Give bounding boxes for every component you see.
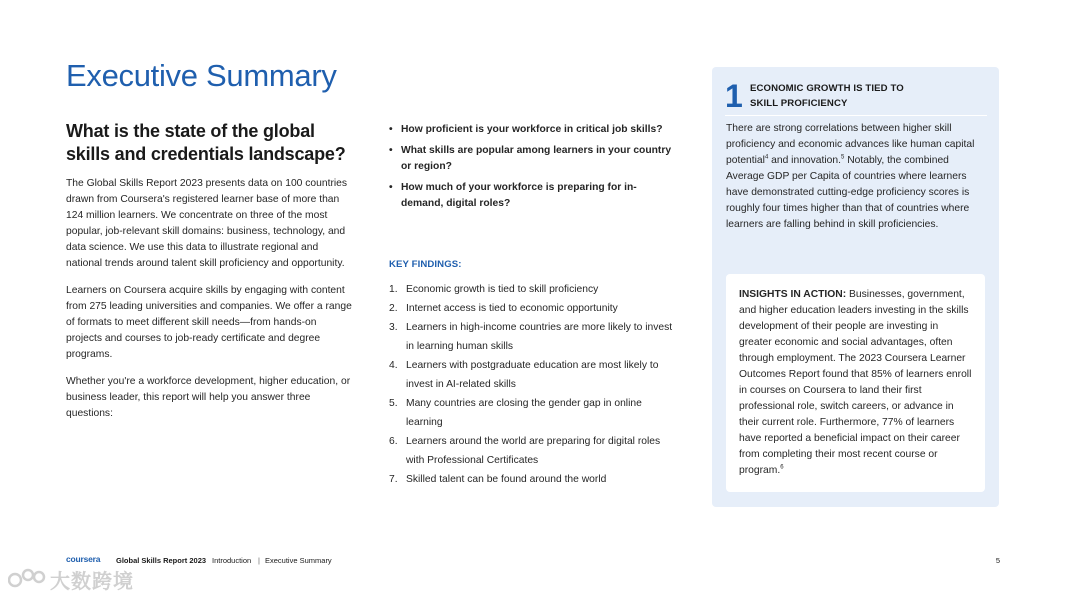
- panel-body-text-c: Notably, the combined Average GDP per Capita of countries where learners have demonstrated cutting-edge proficiency scores is roughly four times higher than that of countries where learners are falling behind in skill proficiencies.: [726, 155, 970, 230]
- finding-item: [389, 394, 679, 432]
- finding-item: [389, 432, 679, 470]
- page-footer: [66, 555, 1000, 567]
- page-number: 5: [995, 556, 1000, 565]
- finding-number: 6.: [389, 436, 398, 447]
- finding-text: Internet access is tied to economic opportunity: [406, 303, 618, 314]
- panel-title: [750, 81, 904, 111]
- panel-body-text-a: There are strong correlations between higher skill proficiency and economic advances like human capital potential: [726, 123, 975, 166]
- finding-number: 2.: [389, 303, 398, 314]
- key-findings-list: [389, 280, 679, 489]
- footer-breadcrumb-section: Introduction: [212, 556, 252, 565]
- panel-header: [725, 78, 987, 114]
- page-title: Executive Summary: [66, 58, 337, 93]
- finding-number: 1.: [389, 284, 398, 295]
- questions-findings-column: [389, 122, 679, 489]
- finding-item: [389, 470, 679, 489]
- question-item: • What skills are popular among learners in your country or region?: [389, 143, 679, 175]
- key-findings-title: KEY FINDINGS:: [389, 259, 462, 270]
- finding-item: [389, 318, 679, 356]
- panel-number: 1: [725, 78, 743, 114]
- footer-breadcrumb-separator: |: [258, 556, 260, 565]
- finding-highlight-panel: [712, 67, 999, 507]
- finding-text: Learners with postgraduate education are most likely to invest in AI-related skills: [406, 360, 659, 390]
- questions-list: [389, 122, 679, 212]
- intro-paragraph-1: The Global Skills Report 2023 presents data on 100 countries drawn from Coursera's registered learner base of more than 124 million learners. We concentrate on three of the most popular, job-relevant skill domains: business, technology, and data science. We use this data to illustrate regional and national trends around talent skill proficiency and opportunity.: [66, 178, 348, 269]
- footnote-6: 6: [780, 464, 784, 471]
- insights-label: INSIGHTS IN ACTION:: [739, 289, 847, 300]
- panel-body-text-b: and innovation.: [768, 155, 841, 166]
- watermark-logo-icon: [8, 567, 46, 589]
- finding-text: Many countries are closing the gender gap in online learning: [406, 398, 642, 428]
- finding-number: 4.: [389, 360, 398, 371]
- footnote-5: 5: [841, 154, 845, 161]
- finding-item: [389, 299, 679, 318]
- footer-report-name: Global Skills Report 2023: [116, 556, 207, 565]
- panel-title-line-1: ECONOMIC GROWTH IS TIED TO: [750, 83, 904, 94]
- intro-heading: What is the state of the global skills and credentials landscape?: [66, 121, 346, 164]
- finding-text: Economic growth is tied to skill proficiency: [406, 284, 599, 295]
- finding-number: 5.: [389, 398, 398, 409]
- coursera-logo: coursera: [66, 554, 101, 564]
- question-item: • How proficient is your workforce in critical job skills?: [389, 122, 679, 138]
- intro-paragraph-2: Learners on Coursera acquire skills by engaging with content from 275 leading universities and companies. We offer a range of formats to meet different skill needs—from hands-on projects and courses to job-ready certificate and degree programs.: [66, 285, 352, 360]
- finding-item: [389, 356, 679, 394]
- finding-number: 3.: [389, 322, 398, 333]
- intro-column: [66, 120, 352, 433]
- panel-title-line-2: SKILL PROFICIENCY: [750, 98, 848, 109]
- finding-text: Learners in high-income countries are more likely to invest in learning human skills: [406, 322, 673, 352]
- finding-number: 7.: [389, 474, 398, 485]
- footnote-4: 4: [764, 154, 769, 161]
- finding-text: Learners around the world are preparing for digital roles with Professional Certificates: [406, 436, 661, 466]
- finding-text: Skilled talent can be found around the world: [406, 474, 607, 485]
- panel-divider: [725, 115, 987, 116]
- finding-item: [389, 280, 679, 299]
- panel-body: [726, 121, 988, 233]
- insights-text: Businesses, government, and higher education leaders investing in the skills development of their people are investing in greater economic and social advantages, often through employment. The 2023 Coursera Learner Outcomes Report found that 85% of learners enroll in courses on Coursera to land their first professional role, switch careers, or advance in their current role. Furthermore, 77% of learners have reported a beneficial impact on their career from completing their most recent course or program.: [739, 289, 972, 476]
- intro-paragraph-3: Whether you're a workforce development, higher education, or business leader, this report will help you answer three questions:: [66, 376, 351, 419]
- question-item: • How much of your workforce is preparing for in-demand, digital roles?: [389, 180, 679, 212]
- insights-in-action-card: [726, 274, 985, 492]
- watermark-text: 大数跨境: [50, 571, 134, 593]
- footer-breadcrumb-page: Executive Summary: [265, 556, 332, 565]
